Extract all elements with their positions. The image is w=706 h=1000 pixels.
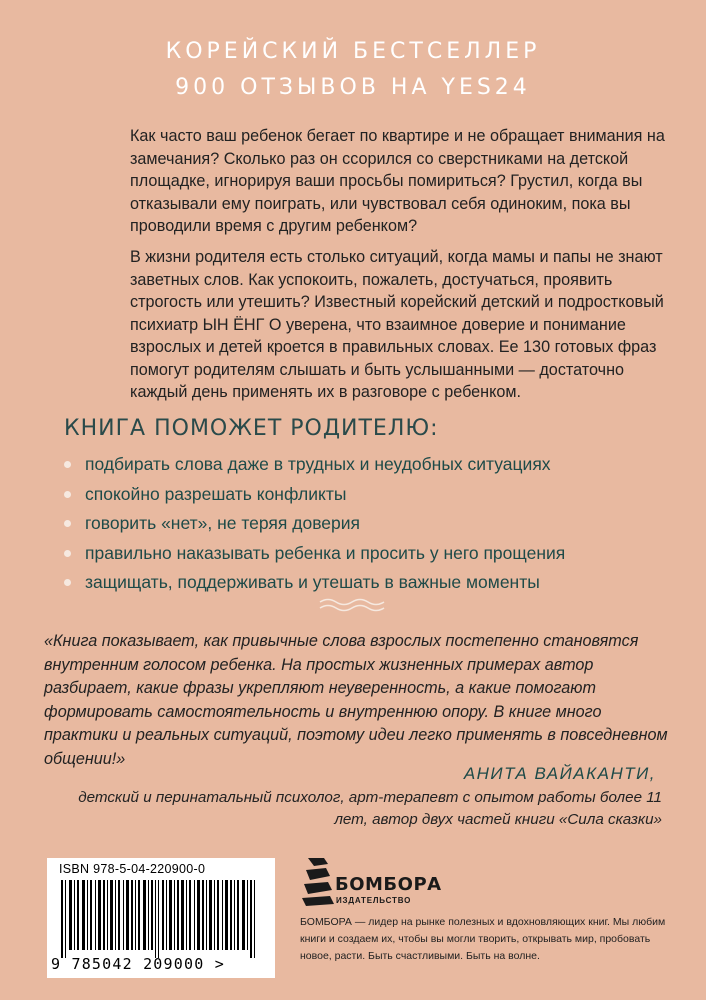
- benefit-item: [64, 480, 565, 510]
- benefits-list: [64, 450, 565, 598]
- intro-paragraph-1: Как часто ваш ребенок бегает по квартире и не обращает внимания на замечания? Сколько раз он ссорился со сверстниками на детской площадке, игнорируя ваши просьбы помириться? Грустил, когда вы отказывали ему поиграть, или чувствовал себя одиноким, пока вы проводили время с другим ребенком?: [130, 127, 665, 235]
- wave-divider-icon: [318, 596, 388, 614]
- benefit-item: [64, 509, 565, 539]
- benefits-title: КНИГА ПОМОЖЕТ РОДИТЕЛЮ:: [64, 416, 439, 441]
- header-line-1: КОРЕЙСКИЙ БЕСТСЕЛЛЕР: [165, 39, 541, 64]
- bullet-icon: [64, 550, 71, 557]
- publisher-description: БОМБОРА — лидер на рынке полезных и вдохновляющих книг. Мы любим книги и создаем их, чтобы вы могли творить, открывать мир, пробовать новое, расти. Быть счастливыми. Быть на волне.: [300, 916, 666, 962]
- bombora-logo-icon: [302, 856, 336, 908]
- header-line-2: 900 ОТЗЫВОВ НА YES24: [175, 75, 531, 100]
- barcode-digits: 9 785042 209000 >: [51, 955, 225, 973]
- cover-header: [0, 34, 706, 106]
- benefit-text: подбирать слова даже в трудных и неудобных ситуациях: [85, 454, 551, 475]
- bullet-icon: [64, 520, 71, 527]
- quote-author-description: детский и перинатальный психолог, арт-терапевт с опытом работы более 11 лет, автор двух частей книги «Сила сказки»: [78, 789, 662, 828]
- benefit-item: [64, 568, 565, 598]
- intro-paragraph-2: В жизни родителя есть столько ситуаций, когда мамы и папы не знают заветных слов. Как успокоить, пожалеть, достучаться, проявить строгость или утешить? Известный корейский детский и подростковый психиатр ЫН ЁНГ О уверена, что взаимное доверие и понимание взрослых и детей кроется в правильных словах. Ее 130 готовых фраз помогут родителям слышать и быть услышанными — достаточно каждый день применять их в разговоре с ребенком.: [130, 248, 664, 401]
- benefit-text: спокойно разрешать конфликты: [85, 483, 347, 504]
- benefit-item: [64, 539, 565, 569]
- publisher-subtitle: ИЗДАТЕЛЬСТВО: [336, 896, 412, 905]
- review-quote: «Книга показывает, как привычные слова взрослых постепенно становятся внутренним голосом ребенка. На простых жизненных примерах автор разбирает, какие фразы укрепляют неуверенность, а какие помогают формировать самостоятельность и внутреннюю опору. В книге много практики и реальных ситуаций, поэтому идеи легко применять в повседневном общении!»: [44, 632, 668, 768]
- benefit-text: правильно наказывать ребенка и просить у него прощения: [85, 542, 566, 563]
- bullet-icon: [64, 491, 71, 498]
- bullet-icon: [64, 579, 71, 586]
- barcode-block: [47, 858, 275, 978]
- benefit-text: защищать, поддерживать и утешать в важные моменты: [85, 572, 540, 593]
- benefit-text: говорить «нет», не теряя доверия: [85, 513, 361, 534]
- benefit-item: [64, 450, 565, 480]
- publisher-brand: БОМБОРА: [335, 874, 442, 895]
- bullet-icon: [64, 461, 71, 468]
- isbn-label: ISBN 978-5-04-220900-0: [59, 862, 206, 876]
- quote-author: АНИТА ВАЙАКАНТИ,: [463, 764, 656, 783]
